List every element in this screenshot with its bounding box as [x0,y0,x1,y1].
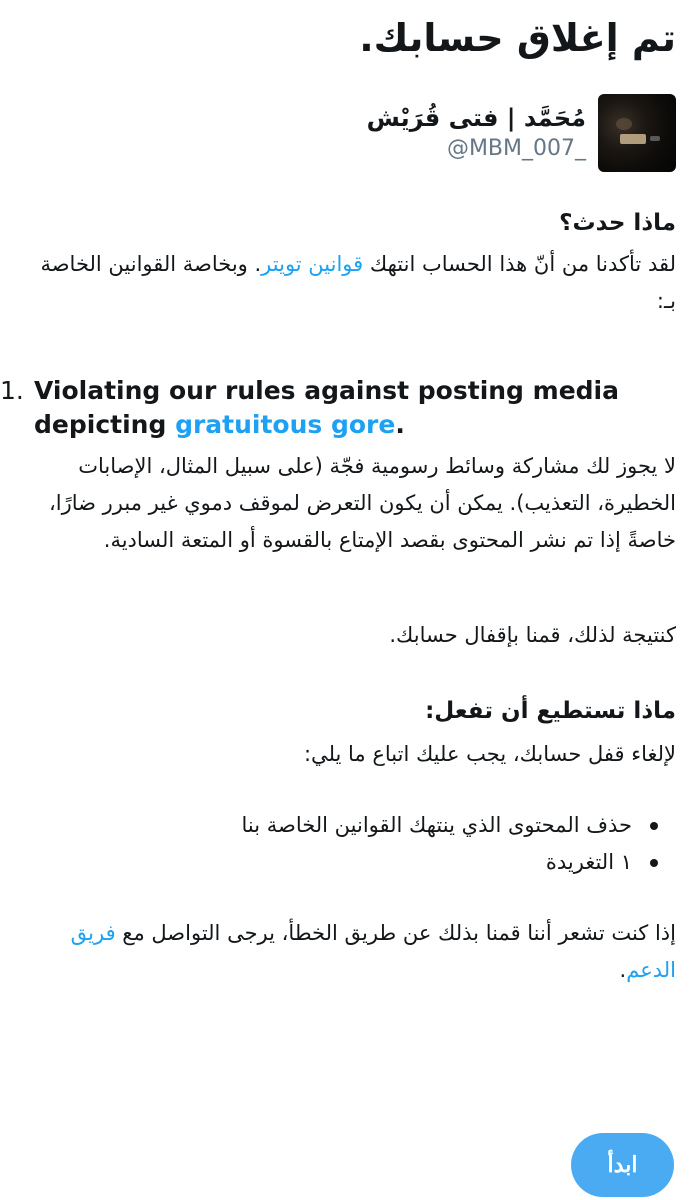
list-item [22,807,632,844]
what-you-can-do-heading: ماذا تستطيع أن تفعل: [425,698,676,724]
rule-title-text: Violating our rules against posting media depicting [34,376,619,439]
steps-list [22,807,676,881]
account-handle: @MBM_007_ [446,136,586,161]
start-button[interactable]: ابدأ [571,1133,674,1197]
unlock-instructions: لإلغاء قفل حسابك، يجب عليك اتباع ما يلي: [303,742,676,766]
gratuitous-gore-link[interactable]: gratuitous gore [175,410,396,439]
account-card [22,94,676,172]
account-names [367,102,586,164]
contact-text-end: . [619,958,627,982]
what-happened-text-end: . وبخاصة القوانين الخاصة بـ: [40,252,676,313]
bullet-icon [650,859,658,867]
rule-description: لا يجوز لك مشاركة وسائط رسومية فجّة (على سبيل المثال، الإصابات الخطيرة، التعذيب). يمكن أن يكون التعرض لموقف دموي غير مبرر ضارًا، خاصةً إذا تم نشر المحتوى بقصد الإمتاع بالقسوة أو المتعة السادية. [49,454,676,552]
contact-text [22,915,676,989]
list-item-text: ١ التغريدة [545,850,632,874]
rule-number: 1. [0,376,24,405]
consequence-text: كنتيجة لذلك، قمنا بإقفال حسابك. [389,623,676,647]
display-name: مُحَمَّد | فتى قُرَيْش [366,104,586,132]
bullet-icon [650,822,658,830]
avatar [598,94,676,172]
twitter-rules-link[interactable]: قوانين تويتر [261,252,364,276]
what-happened-heading: ماذا حدث؟ [559,210,676,236]
page-title: تم إغلاق حسابك. [359,16,676,60]
violated-rule [0,374,676,559]
list-item [22,844,632,881]
rule-title-end: . [395,410,405,439]
list-item-text: حذف المحتوى الذي ينتهك القوانين الخاصة بنا [241,813,632,837]
contact-text-start: إذا كنت تشعر أننا قمنا بذلك عن طريق الخطأ، يرجى التواصل مع [115,921,676,945]
what-happened-text [22,246,676,320]
what-happened-text-start: لقد تأكدنا من أنّ هذا الحساب انتهك [363,252,676,276]
rule-title [0,374,676,442]
support-team-link[interactable]: فريق الدعم [70,921,676,982]
